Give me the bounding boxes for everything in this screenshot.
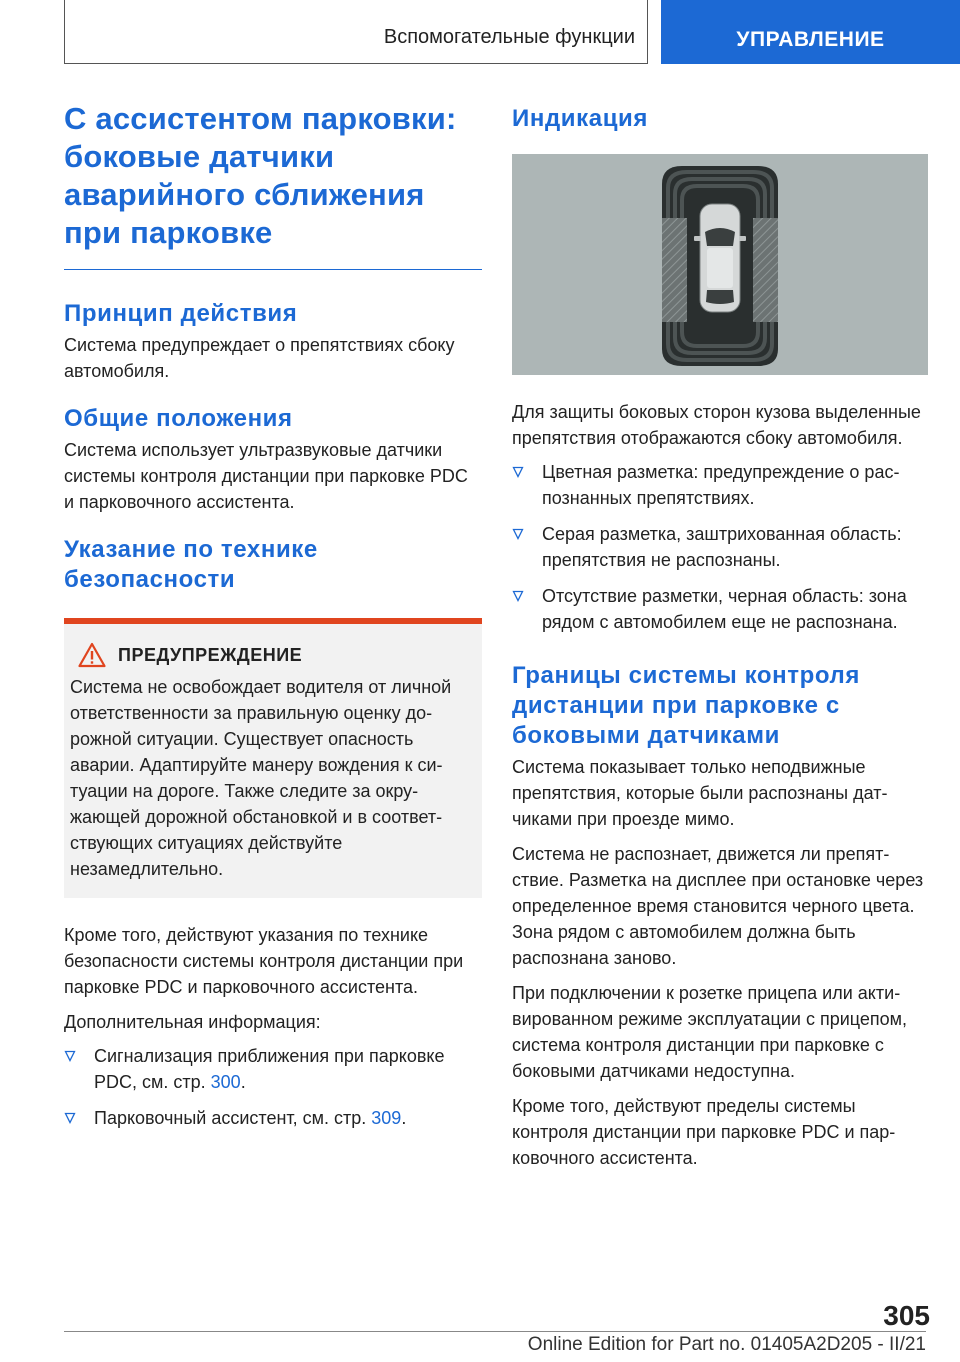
warning-box xyxy=(64,618,482,898)
header-left-border xyxy=(64,0,65,64)
list-item-tail: . xyxy=(240,1072,246,1092)
triangle-bullet-icon xyxy=(512,590,524,602)
header-right-border xyxy=(647,0,648,64)
triangle-bullet-icon xyxy=(64,1050,76,1062)
list-item xyxy=(512,459,928,511)
header-section-title: Вспомогательные функции xyxy=(383,26,635,48)
limits-paragraph-4: Кроме того, действуют пределы системы контроля дистанции при парковке PDC и парковочного ассистента. xyxy=(512,1096,896,1168)
limits-paragraph-1: Система показывает только неподвижные препятствия, которые были распознаны датчиками при проезде мимо. xyxy=(512,757,888,829)
left-column xyxy=(64,100,482,1141)
triangle-bullet-icon xyxy=(64,1112,76,1124)
limits-paragraph-3: При подключении к розетке прицепа или активированном режиме эксплуатации с прицепом, система контроля дистанции при парковке с боковыми датчиками недоступна. xyxy=(512,983,908,1081)
warning-triangle-icon xyxy=(78,642,106,668)
right-column xyxy=(512,100,928,1171)
triangle-bullet-icon xyxy=(512,466,524,478)
principle-text: Система предупреждает о препятствиях сбоку автомобиля. xyxy=(64,335,455,381)
page-link-309[interactable]: 309 xyxy=(371,1108,402,1128)
display-heading: Индикация xyxy=(512,105,649,132)
list-item xyxy=(512,583,928,635)
page-number: 305 xyxy=(883,1300,930,1331)
more-info-label: Дополнительная информация: xyxy=(64,1012,321,1032)
general-text: Система использует ультразвуковые датчики системы контроля дистанции при парковке PDC и парковочного ассистента. xyxy=(64,440,468,512)
warning-header xyxy=(78,642,474,668)
list-item-text: Серая разметка, заштрихованная область: препятствия не распознаны. xyxy=(542,524,902,570)
general-heading: Общие положения xyxy=(64,405,293,432)
footer-divider xyxy=(64,1331,926,1332)
header-chapter-label: УПРАВЛЕНИЕ xyxy=(736,28,885,51)
parking-sensor-illustration xyxy=(512,154,928,375)
footer-edition: Online Edition for Part no. 01405A2D205 - II/21 xyxy=(527,1334,926,1355)
list-item xyxy=(512,521,928,573)
header-bottom-border xyxy=(64,63,648,64)
limits-paragraph-2: Система не распознает, движется ли препятствие. Разметка на дисплее при остановке через определенное время становится черного цвета. Зона рядом с автомобилем должна быть распознана заново. xyxy=(512,844,924,968)
warning-text: Система не освобождает водителя от личной ответственности за правильную оценку дорожной ситуации. Существует опасность аварии. Адаптируйте манеру вождения к ситуации на дороге. Также следите за окружающей дорожной обстановкой и в соответствующих ситуациях действуйте незамедлительно. xyxy=(70,677,452,879)
list-item-text: Отсутствие разметки, черная область: зона рядом с автомобилем еще не распознана. xyxy=(542,586,907,632)
more-info-list xyxy=(64,1043,482,1131)
header-chapter-tab xyxy=(661,0,960,64)
safety-heading: Указание по технике безопасности xyxy=(64,536,318,593)
list-item-text: Парковочный ассистент, см. стр. xyxy=(94,1108,372,1128)
warning-title: ПРЕДУПРЕЖДЕНИЕ xyxy=(118,644,303,665)
triangle-bullet-icon xyxy=(512,528,524,540)
page-link-300[interactable]: 300 xyxy=(210,1072,241,1092)
list-item xyxy=(64,1043,482,1095)
list-item-text: Цветная разметка: предупреждение о распознанных препятствиях. xyxy=(542,462,900,508)
list-item-tail: . xyxy=(401,1108,407,1128)
parking-sensor-diagram xyxy=(512,154,928,375)
principle-heading: Принцип действия xyxy=(64,300,298,327)
list-item-text: Сигнализация приближения при парковке PDC, см. стр. xyxy=(94,1046,445,1092)
display-markings-list xyxy=(512,459,928,635)
page-title: С ассистентом парковки: боковые датчики аварийного сближения при парковке xyxy=(64,100,482,270)
display-text: Для защиты боковых сторон кузова выделенные препятствия отображаются сбоку автомобиля. xyxy=(512,402,921,448)
after-warning-text: Кроме того, действуют указания по технике безопасности системы контроля дистанции при парковке PDC и парковочного ассистента. xyxy=(64,925,464,997)
list-item xyxy=(64,1105,482,1131)
limits-heading: Границы системы контроля дистанции при парковке с боковыми датчиками xyxy=(512,662,860,749)
